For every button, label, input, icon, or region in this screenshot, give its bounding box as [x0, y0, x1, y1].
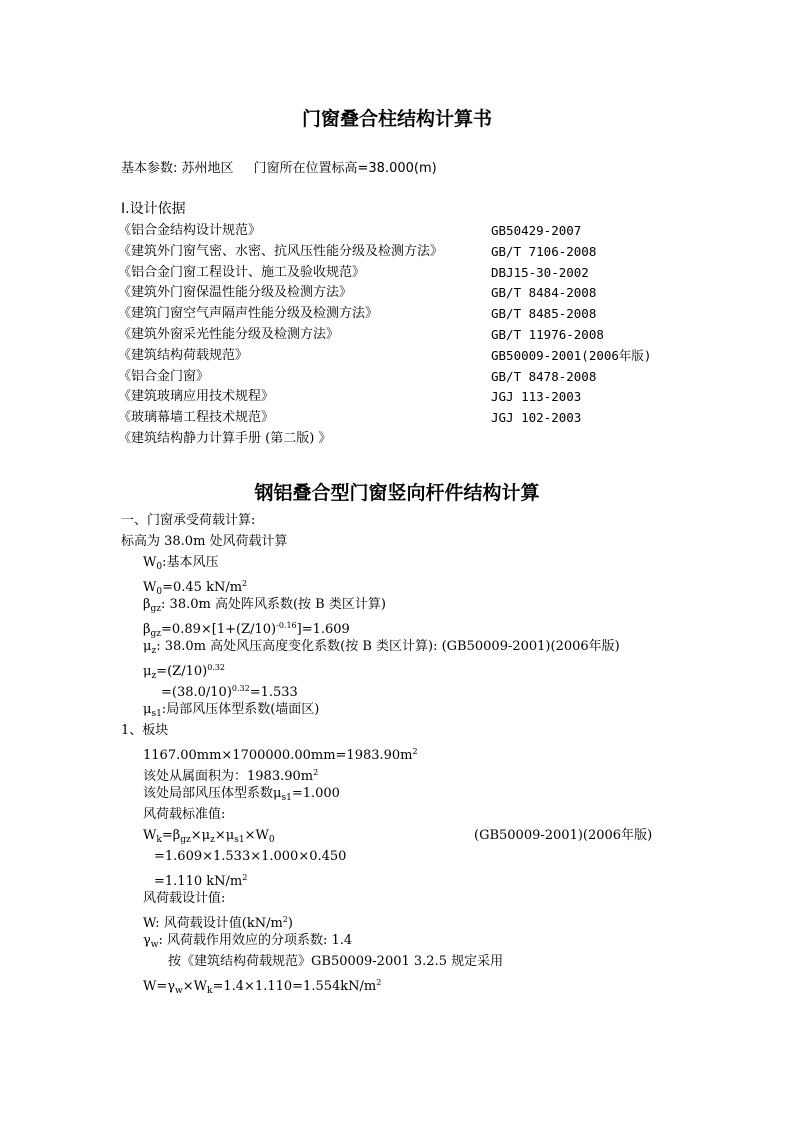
wk-sub-gz: gz — [180, 835, 191, 845]
basic-params-height: 门窗所在位置标高=38.000(m) — [253, 161, 437, 176]
uz-desc: : 38.0m 高处风压高度变化系数(按 B 类区计算): (GB50009-2001)(2006年版) — [156, 639, 620, 654]
reference-row — [118, 221, 678, 242]
basic-params-region: 基本参数: 苏州地区 — [121, 161, 234, 176]
w-heading: 风荷载设计值: — [143, 891, 226, 906]
reference-name: 《建筑外门窗气密、水密、抗风压性能分级及检测方法》 — [118, 243, 444, 259]
bgz-symbol: β — [143, 597, 151, 612]
wk-sub: k — [156, 835, 162, 845]
w0-value-symbol: W — [143, 580, 157, 595]
local-shape-coefficient — [143, 785, 340, 807]
wk-x1: ×μ — [190, 828, 211, 843]
w0-value-sup: 2 — [242, 579, 248, 588]
reference-code: GB/T 8478-2008 — [491, 368, 597, 384]
reference-name: 《建筑玻璃应用技术规程》 — [118, 389, 275, 405]
basic-params — [121, 160, 437, 178]
wk-x3: ×W — [244, 828, 269, 843]
wk-symbol: W — [143, 828, 157, 843]
reference-name: 《铝合金门窗工程设计、施工及验收规范》 — [118, 264, 366, 280]
w-final-post: =1.4×1.110=1.554kN/m — [212, 979, 377, 994]
area-line-sup: 2 — [412, 747, 418, 756]
uz-subscript: z — [151, 646, 157, 656]
reference-row — [118, 367, 678, 388]
gw-symbol: γ — [143, 933, 151, 948]
area-line-text: 1167.00mm×1700000.00mm=1983.90m — [143, 748, 413, 763]
reference-name: 《铝合金结构设计规范》 — [118, 223, 262, 238]
reference-name: 《玻璃幕墙工程技术规范》 — [118, 410, 275, 426]
bgz-desc: : 38.0m 高处阵风系数(按 B 类区计算) — [161, 597, 386, 612]
uz-symbol: μ — [143, 639, 152, 654]
document-title: 门窗叠合柱结构计算书 — [301, 108, 492, 130]
w0-definition — [143, 554, 219, 576]
wk-result — [154, 869, 247, 891]
w0-desc: :基本风压 — [162, 555, 219, 570]
uz-formula-1-text: =(Z/10) — [156, 664, 208, 679]
reference-code: DBJ15-30-2002 — [491, 264, 589, 280]
w0-symbol: W — [143, 555, 157, 570]
reference-code: GB/T 7106-2008 — [491, 243, 597, 259]
area-line — [143, 743, 418, 765]
bgz-formula-symbol: β — [143, 622, 151, 637]
wk-eq: =β — [161, 828, 181, 843]
w-final-mid: ×W — [182, 979, 208, 994]
bgz-formula-sup: -0.16 — [276, 621, 297, 630]
w-final-sub: w — [175, 986, 183, 996]
reference-row — [118, 325, 678, 346]
tributary-area-text: 该处从属面积为：1983.90m — [143, 769, 314, 784]
reference-name: 《建筑外门窗保温性能分级及检测方法》 — [118, 285, 353, 301]
uz-definition — [143, 638, 620, 660]
wk-formula-values: =1.609×1.533×1.000×0.450 — [154, 849, 347, 864]
reference-code: JGJ 113-2003 — [491, 389, 582, 405]
tributary-area — [143, 764, 318, 786]
reference-name: 《铝合金门窗》 — [118, 368, 210, 384]
reference-code: GB50429-2007 — [491, 223, 582, 238]
bgz-formula-pre: =0.89×[1+(Z/10) — [161, 622, 277, 637]
w0-value-sub: 0 — [156, 587, 163, 597]
wk-result-text: =1.110 kN/m — [154, 874, 243, 889]
wk-sub-0: 0 — [268, 835, 275, 845]
reference-code: JGJ 102-2003 — [491, 410, 582, 426]
reference-row — [118, 387, 678, 408]
reference-list — [118, 221, 678, 450]
w0-subscript: 0 — [156, 562, 163, 572]
reference-row — [118, 263, 678, 284]
uz-formula-2-sup: 0.32 — [231, 684, 250, 693]
uz-formula-1-sup: 0.32 — [207, 663, 226, 672]
us1-definition — [143, 701, 319, 723]
gw-desc: : 风荷载作用效应的分项系数: 1.4 — [158, 933, 353, 948]
wk-result-sup: 2 — [242, 873, 248, 882]
section-design-basis: Ⅰ.设计依据 — [121, 201, 186, 217]
reference-name: 《建筑结构静力计算手册 (第二版) 》 — [118, 430, 332, 446]
reference-code: GB50009-2001(2006年版) — [491, 347, 652, 363]
w-final-sup: 2 — [376, 978, 382, 987]
reference-row — [118, 346, 678, 367]
w-desc: W: 风荷载设计值(kN/m — [143, 916, 283, 931]
local-shape-post: =1.000 — [291, 786, 340, 801]
w-definition — [143, 911, 293, 933]
wk-x2: ×μ — [214, 828, 235, 843]
bgz-formula-post: ]=1.609 — [296, 622, 350, 637]
wk-sub-z: z — [210, 835, 215, 845]
local-shape-sub: s1 — [281, 793, 292, 803]
reference-name: 《建筑外窗采光性能分级及检测方法》 — [118, 326, 340, 342]
uz-formula-2-post: =1.533 — [249, 685, 298, 700]
wk-note: (GB50009-2001)(2006年版) — [474, 828, 653, 843]
reference-row — [118, 283, 678, 304]
tributary-area-sup: 2 — [313, 768, 319, 777]
reference-row — [118, 429, 678, 450]
calc-heading-3: 1、板块 — [121, 723, 169, 738]
reference-code: GB/T 11976-2008 — [491, 326, 604, 342]
reference-row — [118, 242, 678, 263]
gw-note: 按《建筑结构荷载规范》GB50009-2001 3.2.5 规定采用 — [168, 954, 504, 969]
w-final — [143, 974, 381, 1000]
us1-subscript: s1 — [151, 709, 162, 719]
uz-formula-2-text: =(38.0/10) — [161, 685, 232, 700]
calc-heading-1: 一、门窗承受荷载计算: — [121, 513, 256, 528]
reference-code: GB/T 8485-2008 — [491, 306, 597, 322]
reference-row — [118, 408, 678, 429]
bgz-formula-sub: gz — [150, 629, 162, 639]
us1-symbol: μ — [143, 702, 152, 717]
uz-formula-sub: z — [151, 671, 157, 681]
reference-code: GB/T 8484-2008 — [491, 285, 597, 301]
uz-formula-symbol: μ — [143, 664, 152, 679]
reference-name: 《建筑门窗空气声隔声性能分级及检测方法》 — [118, 306, 379, 322]
w-desc-sup: 2 — [282, 915, 288, 924]
local-shape-pre: 该处局部风压体型系数μ — [143, 786, 282, 801]
reference-row — [118, 304, 678, 325]
us1-desc: :局部风压体型系数(墙面区) — [161, 702, 320, 717]
section-title: 钢铝叠合型门窗竖向杆件结构计算 — [254, 482, 540, 504]
wk-sub-s1: s1 — [234, 835, 245, 845]
calc-heading-2: 标高为 38.0m 处风荷载计算 — [121, 534, 288, 549]
uz-formula-2 — [161, 680, 298, 702]
gw-definition — [143, 932, 352, 954]
wk-heading: 风荷载标准值: — [143, 807, 226, 822]
reference-name: 《建筑结构荷载规范》 — [118, 347, 249, 363]
w-final-sub2: k — [207, 986, 213, 996]
w-desc-post: ) — [287, 916, 293, 931]
w0-value-text: =0.45 kN/m — [162, 580, 243, 595]
w-final-pre: W=γ — [143, 979, 176, 994]
gw-sub: w — [150, 940, 159, 950]
bgz-subscript: gz — [150, 604, 162, 614]
bgz-definition — [143, 596, 386, 618]
